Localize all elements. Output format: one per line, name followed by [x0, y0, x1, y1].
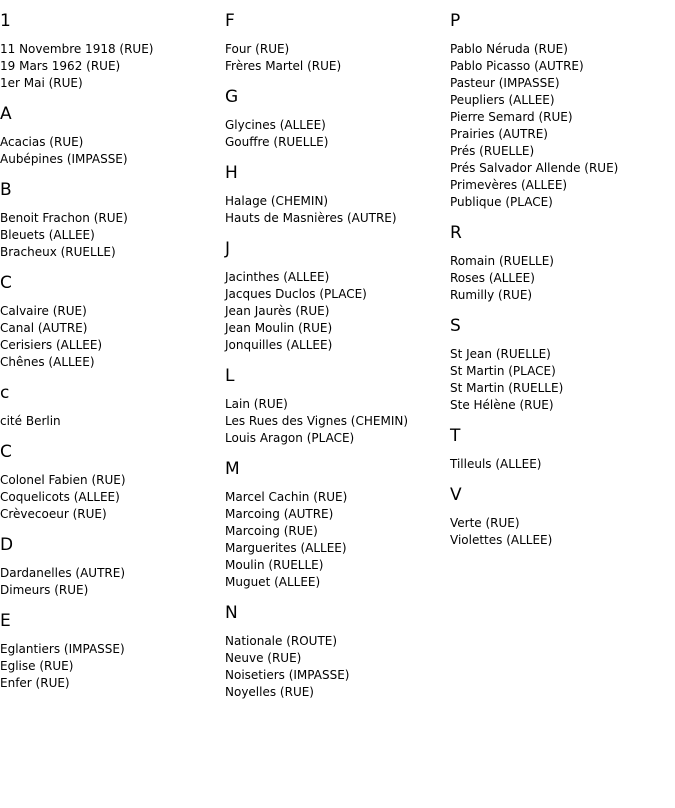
- street-link[interactable]: Louis Aragon (PLACE): [225, 431, 355, 445]
- street-link[interactable]: Primevères (ALLEE): [450, 178, 568, 192]
- street-list: [0, 303, 225, 371]
- street-link[interactable]: Pablo Néruda (RUE): [450, 42, 568, 56]
- street-link[interactable]: Les Rues des Vignes (CHEMIN): [225, 414, 409, 428]
- street-link[interactable]: Publique (PLACE): [450, 195, 553, 209]
- street-link[interactable]: Jonquilles (ALLEE): [225, 338, 333, 352]
- street-link[interactable]: Violettes (ALLEE): [450, 533, 553, 547]
- street-index-column-3: [450, 0, 675, 549]
- street-link[interactable]: Cerisiers (ALLEE): [0, 338, 103, 352]
- street-link[interactable]: Tilleuls (ALLEE): [450, 457, 542, 471]
- street-index-column-2: [225, 0, 450, 701]
- street-link[interactable]: St Jean (RUELLE): [450, 347, 551, 361]
- letter-section: [225, 366, 450, 447]
- street-link[interactable]: Colonel Fabien (RUE): [0, 473, 126, 487]
- street-list: [450, 515, 675, 549]
- section-letter-heading: P: [450, 11, 461, 31]
- letter-section: [0, 442, 225, 523]
- street-link[interactable]: Hauts de Masnières (AUTRE): [225, 211, 397, 225]
- street-list: [0, 134, 225, 168]
- street-link[interactable]: Halage (CHEMIN): [225, 194, 329, 208]
- section-letter-heading: T: [450, 426, 461, 446]
- letter-section: [0, 273, 225, 371]
- street-link[interactable]: Neuve (RUE): [225, 651, 302, 665]
- street-link[interactable]: Muguet (ALLEE): [225, 575, 321, 589]
- section-letter-heading: G: [225, 87, 239, 107]
- street-link[interactable]: Eglise (RUE): [0, 659, 74, 673]
- street-list: [450, 456, 675, 473]
- street-link[interactable]: Ste Hélène (RUE): [450, 398, 554, 412]
- street-link[interactable]: Marcoing (RUE): [225, 524, 318, 538]
- street-list: [0, 472, 225, 523]
- section-letter-heading: F: [225, 11, 235, 31]
- street-list: [225, 633, 450, 701]
- letter-section: [450, 223, 675, 304]
- street-link[interactable]: Canal (AUTRE): [0, 321, 88, 335]
- section-letter-heading: E: [0, 611, 11, 631]
- street-link[interactable]: Gouffre (RUELLE): [225, 135, 329, 149]
- street-list: [450, 41, 675, 211]
- street-link[interactable]: Marcel Cachin (RUE): [225, 490, 348, 504]
- street-link[interactable]: Rumilly (RUE): [450, 288, 533, 302]
- letter-section: [0, 180, 225, 261]
- street-link[interactable]: Calvaire (RUE): [0, 304, 87, 318]
- street-link[interactable]: Prés Salvador Allende (RUE): [450, 161, 619, 175]
- street-link[interactable]: Bleuets (ALLEE): [0, 228, 95, 242]
- street-link[interactable]: Romain (RUELLE): [450, 254, 554, 268]
- section-letter-heading: J: [225, 239, 231, 259]
- street-link[interactable]: Jacinthes (ALLEE): [225, 270, 330, 284]
- street-list: [225, 193, 450, 227]
- letter-section: [225, 11, 450, 75]
- street-link[interactable]: Eglantiers (IMPASSE): [0, 642, 125, 656]
- letter-section: [225, 87, 450, 151]
- street-list: [225, 396, 450, 447]
- street-link[interactable]: Prés (RUELLE): [450, 144, 535, 158]
- street-link[interactable]: Pablo Picasso (AUTRE): [450, 59, 584, 73]
- street-link[interactable]: Marguerites (ALLEE): [225, 541, 347, 555]
- section-letter-heading: B: [0, 180, 12, 200]
- letter-section: [450, 485, 675, 549]
- section-letter-heading: L: [225, 366, 235, 386]
- street-link[interactable]: Benoit Frachon (RUE): [0, 211, 128, 225]
- street-list: [225, 117, 450, 151]
- street-list: [225, 41, 450, 75]
- street-link[interactable]: Noisetiers (IMPASSE): [225, 668, 350, 682]
- street-link[interactable]: Jacques Duclos (PLACE): [225, 287, 367, 301]
- section-letter-heading: A: [0, 104, 12, 124]
- section-letter-heading: R: [450, 223, 462, 243]
- street-link[interactable]: Glycines (ALLEE): [225, 118, 326, 132]
- street-link[interactable]: Chênes (ALLEE): [0, 355, 95, 369]
- letter-section: [0, 535, 225, 599]
- street-link[interactable]: St Martin (RUELLE): [450, 381, 564, 395]
- letter-section: [0, 383, 225, 430]
- street-link[interactable]: Marcoing (AUTRE): [225, 507, 334, 521]
- street-list: [225, 269, 450, 354]
- letter-section: [225, 239, 450, 354]
- street-list: [0, 413, 225, 430]
- street-link[interactable]: Verte (RUE): [450, 516, 520, 530]
- section-letter-heading: M: [225, 459, 240, 479]
- street-link[interactable]: 19 Mars 1962 (RUE): [0, 59, 121, 73]
- section-letter-heading: N: [225, 603, 238, 623]
- street-link[interactable]: Coquelicots (ALLEE): [0, 490, 120, 504]
- letter-section: [450, 11, 675, 211]
- street-link[interactable]: Nationale (ROUTE): [225, 634, 338, 648]
- section-letter-heading: C: [0, 442, 12, 462]
- letter-section: [450, 316, 675, 414]
- street-link[interactable]: Acacias (RUE): [0, 135, 84, 149]
- section-letter-heading: D: [0, 535, 14, 555]
- street-list: [450, 253, 675, 304]
- street-link[interactable]: Pasteur (IMPASSE): [450, 76, 560, 90]
- section-letter-heading: H: [225, 163, 238, 183]
- street-link[interactable]: Four (RUE): [225, 42, 290, 56]
- street-link[interactable]: 1er Mai (RUE): [0, 76, 83, 90]
- letter-section: [450, 426, 675, 473]
- street-list: [0, 641, 225, 692]
- street-link[interactable]: cité Berlin: [0, 414, 61, 428]
- street-list: [225, 489, 450, 591]
- street-link[interactable]: Dardanelles (AUTRE): [0, 566, 125, 580]
- street-link[interactable]: Aubépines (IMPASSE): [0, 152, 128, 166]
- street-link[interactable]: Lain (RUE): [225, 397, 288, 411]
- street-list: [0, 565, 225, 599]
- street-link[interactable]: Pierre Semard (RUE): [450, 110, 573, 124]
- street-link[interactable]: Roses (ALLEE): [450, 271, 535, 285]
- street-link[interactable]: Jean Moulin (RUE): [225, 321, 333, 335]
- section-letter-heading: V: [450, 485, 462, 505]
- street-list: [450, 346, 675, 414]
- street-link[interactable]: 11 Novembre 1918 (RUE): [0, 42, 154, 56]
- letter-section: [0, 104, 225, 168]
- street-link[interactable]: Dimeurs (RUE): [0, 583, 89, 597]
- street-index-column-1: [0, 0, 225, 692]
- street-link[interactable]: St Martin (PLACE): [450, 364, 556, 378]
- section-letter-heading: S: [450, 316, 461, 336]
- letter-section: [225, 459, 450, 591]
- street-link[interactable]: Moulin (RUELLE): [225, 558, 324, 572]
- section-letter-heading: C: [0, 273, 12, 293]
- street-link[interactable]: Bracheux (RUELLE): [0, 245, 116, 259]
- section-letter-heading: c: [0, 383, 10, 403]
- street-link[interactable]: Enfer (RUE): [0, 676, 70, 690]
- section-letter-heading: 1: [0, 11, 11, 31]
- street-link[interactable]: Crèvecoeur (RUE): [0, 507, 107, 521]
- street-list: [0, 41, 225, 92]
- street-link[interactable]: Prairies (AUTRE): [450, 127, 548, 141]
- street-list: [0, 210, 225, 261]
- street-link[interactable]: Peupliers (ALLEE): [450, 93, 555, 107]
- street-link[interactable]: Frères Martel (RUE): [225, 59, 342, 73]
- letter-section: [0, 11, 225, 92]
- street-link[interactable]: Jean Jaurès (RUE): [225, 304, 330, 318]
- letter-section: [0, 611, 225, 692]
- letter-section: [225, 163, 450, 227]
- letter-section: [225, 603, 450, 701]
- street-link[interactable]: Noyelles (RUE): [225, 685, 314, 699]
